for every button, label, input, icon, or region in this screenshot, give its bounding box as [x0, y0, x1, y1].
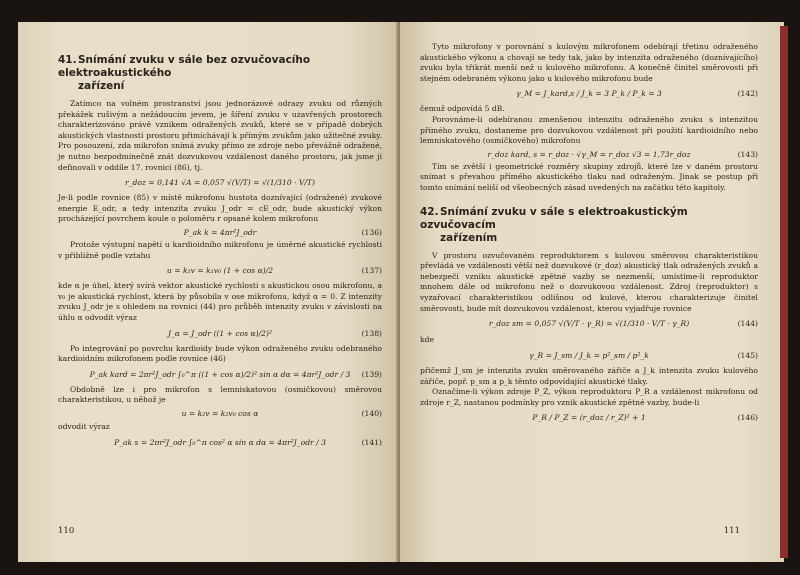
equation-expression: γ_R = J_sm / J_k = p²_sm / p²_k	[529, 351, 649, 361]
paragraph: Zatímco na volném prostranství jsou jednorázové odrazy zvuku od různých překážek rušivým a nežádoucím jevem, je šíření zvuku v uzavřených prostorech charakterizováno právě vznikem odražených zvuků, které se v případě dobrých akustických vlastností prostoru přimíchávají k přímým zvukům jako užitečné zvuky. Pro posouzení, zda mikrofon snímá zvuky přímo ze zdroje nebo převážně odražené, je nutno bezpodmínečně znát dozvukovou vzdálenost daného prostoru, jak jsme ji definovali v oddíle 17. rovnicí (86), tj.	[58, 99, 382, 172]
heading-number: 41.	[58, 54, 77, 66]
equation-expression: P_ak s = 2πr²J_odr ∫₀^π cos² α sin α dα = 4πr²J_odr / 3	[114, 437, 326, 447]
paragraph: Je-li podle rovnice (85) v místě mikrofonu hustota doznívající (odražené) zvukové energie E_odr, a tedy intenzita zvuku J_odr = cE_odr, bude akustický výkon procházející povrchem koule o poloměru r opsané kolem mikrofonu	[58, 193, 382, 224]
equation-137	[58, 261, 382, 281]
paragraph: Porovnáme-li odebíranou zmenšenou intenzitu odraženého zvuku s intenzitou přímého zvuku, dostaneme pro dozvukovou vzdálenost při použití kardioidního nebo lemniskatového (osmičkového) mikrofonu	[420, 114, 758, 146]
equation-number: (141)	[361, 437, 382, 447]
heading-line-1: Snímání zvuku v sále s elektroakustickým ozvučovacím	[420, 205, 688, 231]
equation-number: (136)	[361, 227, 382, 237]
left-page	[18, 22, 398, 562]
page-number: 111	[723, 526, 740, 536]
book-cover-edge	[780, 26, 788, 558]
equation-143	[420, 147, 758, 162]
heading-line-2: zařízením	[440, 231, 498, 244]
equation-142	[420, 84, 758, 104]
equation-rdoz	[58, 173, 382, 193]
equation-expression: r_doz = 0,141 √A = 0,057 √(V/T) = √(1/310 · V/T)	[125, 178, 315, 188]
paragraph: Tyto mikrofony v porovnání s kulovým mikrofonem odebírají třetinu odraženého akustického výkonu a chovají se tedy tak, jako by intenzita odraženého (doznívajícího) zvuku byla třikrát menší než u kulového mikrofonu. A konečně činitel směrovosti při stejném odebraném výkonu jako u kulového mikrofonu bude	[420, 42, 758, 83]
heading-line-2: zařízení	[78, 80, 125, 92]
equation-number: (138)	[361, 328, 382, 338]
equation-number: (139)	[361, 369, 382, 379]
paragraph: V prostoru ozvučovaném reproduktorem s kulovou směrovou charakteristikou převládá ve vzdálenosti větší než dozvukové (r_doz) akustický tlak odražených zvuků a nebezpečí vzniku akustické zpětné vazby se nezmenší, umístíme-li reproduktor mnohem dále od mikrofonu než o dozvukovou vzdálenost. Zdroj (reproduktor) s vyzařovací charakteristikou odlišnou od kulové, kterou charakterizuje činitel směrovosti, bude mít dozvukovou vzdálenost, kterou vyjadřuje rovnice	[420, 250, 758, 313]
equation-number: (145)	[737, 351, 758, 361]
equation-number: (144)	[737, 319, 758, 329]
equation-146	[420, 408, 758, 428]
equation-140	[58, 406, 382, 421]
paragraph: odvodit výraz	[58, 421, 110, 431]
equation-141	[58, 433, 382, 453]
paragraph: Označíme-li výkon zdroje P_Z, výkon reproduktoru P_R a vzdálenost mikrofonu od zdroje r_Z, nastanou podmínky pro vznik akustické zpětné vazby, bude-li	[420, 387, 758, 407]
equation-expression: r_doz sm = 0,057 √(V/T · γ_R) = √(1/310 · V/T · γ_R)	[488, 319, 690, 329]
word-kde: kde	[420, 335, 434, 345]
equation-136	[58, 225, 382, 240]
paragraph: čemuž odpovídá 5 dB.	[420, 104, 505, 114]
paragraph: Po integrování po povrchu kardioidy bude výkon odraženého zvuku odebraného kardioidním mikrofonem podle rovnice (46)	[58, 343, 382, 364]
paragraph: přičemž J_sm je intenzita zvuku směrovaného zářiče a J_k intenzita zvuku kulového zářiče, popř. p_sm a p_k těmto odpovídající akustické tlaky.	[420, 366, 758, 386]
equation-145	[420, 346, 758, 366]
book-spread	[18, 22, 784, 562]
equation-expression: u = k₁v = k₁v₀ (1 + cos α)/2	[166, 266, 274, 276]
equation-expression: P_ak k = 4πr²J_odr	[183, 227, 257, 237]
equation-expression: r_doz kard, s = r_doz · √γ_M = r_doz √3 = 1,73r_doz	[487, 149, 691, 159]
equation-expression: P_R / P_Z = (r_doz / r_Z)² + 1	[532, 413, 646, 423]
equation-number: (146)	[737, 413, 758, 423]
equation-number: (137)	[361, 266, 382, 276]
right-page	[400, 22, 784, 562]
equation-138	[58, 324, 382, 344]
paragraph: kde α je úhel, který svírá vektor akustické rychlosti s akustickou osou mikrofonu, a v₀ je akustická rychlost, která by působila v ose mikrofonu, když α = 0. Z intenzity zvuku J_odr je s ohledem na rovnici (44) pro průběh intenzity zvuku v závislosti na úhlu α odvodit výraz	[58, 281, 382, 322]
equation-expression: u = k₂v = k₂v₀ cos α	[181, 408, 259, 418]
section-heading-42	[420, 206, 758, 245]
heading-line-1: Snímání zvuku v sále bez ozvučovacího elektroakustického	[58, 54, 311, 79]
equation-144	[420, 314, 758, 334]
section-heading-41	[58, 54, 382, 93]
equation-139	[58, 365, 382, 385]
heading-number: 42.	[420, 205, 439, 218]
equation-expression: J_α = J_odr ((1 + cos α)/2)²	[167, 328, 273, 338]
equation-number: (140)	[361, 408, 382, 418]
page-number: 110	[58, 526, 75, 536]
equation-expression: P_ak kard = 2πr²J_odr ∫₀^π ((1 + cos α)/2)² sin α dα = 4πr²J_odr / 3	[89, 369, 351, 379]
equation-number: (143)	[737, 149, 758, 159]
equation-number: (142)	[737, 89, 758, 99]
equation-expression: γ_M = J_kard,s / J_k = 3 P_k / P_k = 3	[516, 89, 662, 99]
paragraph: Protože výstupní napětí u kardioidního mikrofonu je úměrné akustické rychlosti v přibližně podle vztahu	[58, 239, 382, 260]
paragraph: Tím se zvětší i geometrické rozměry skupiny zdrojů, které lze v daném prostoru snímat s převahou přímého akustického tlaku nad odraženým. Jinak se postup při tomto snímání neliší od všeobecných zásad uvedených na začátku této kapitoly.	[420, 161, 758, 192]
paragraph: Obdobně lze i pro mikrofon s lemniskatovou (osmičkovou) směrovou charakteristikou, u něhož je	[58, 384, 382, 405]
